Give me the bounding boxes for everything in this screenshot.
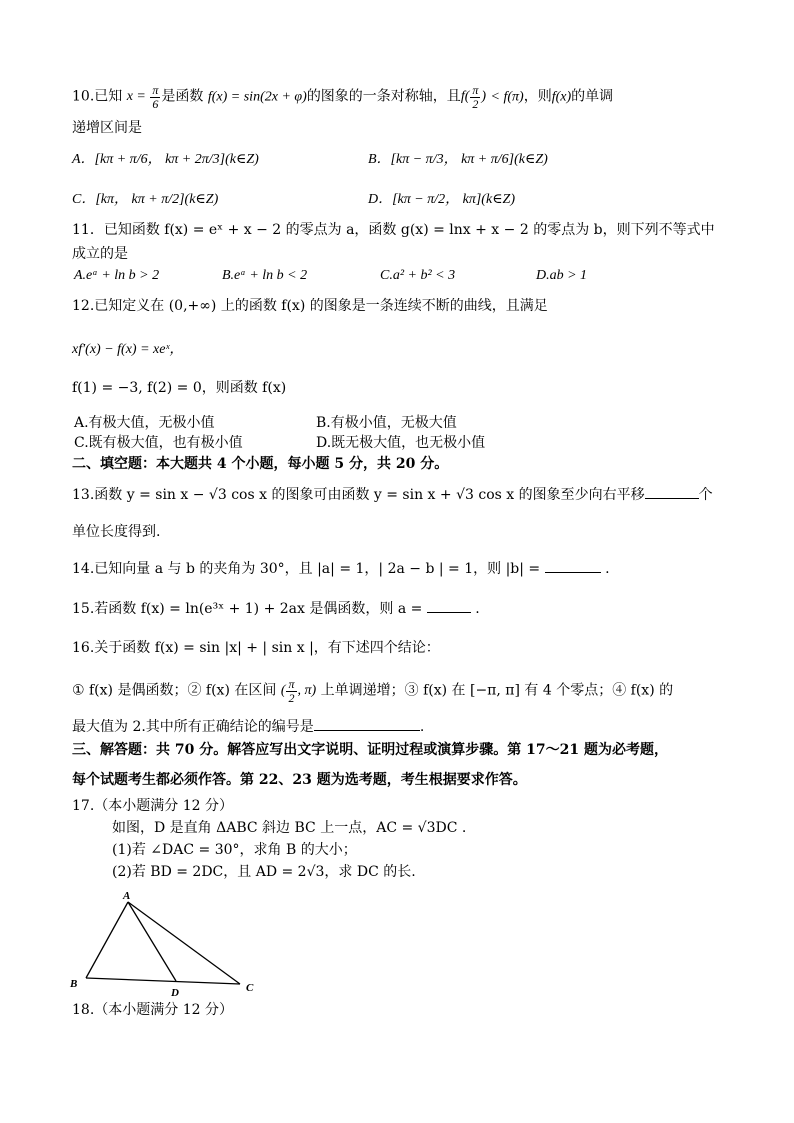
q12-option-c: C.既有极大值，也有极小值 [74,435,243,451]
q12-option-a: A.有极大值，无极小值 [74,415,215,431]
q12-line3: f(1) = −3, f(2) = 0，则函数 f(x) [72,380,287,396]
q10-option-d: D．[kπ − π/2， kπ](k∈Z) [368,192,515,207]
q11-option-d: D.ab > 1 [536,268,588,283]
q11-option-c: C.a² + b² < 3 [380,268,456,283]
q10-condition: < f(π) [490,89,524,105]
segment-ab [86,902,128,978]
q12-line1: 12.已知定义在 (0,+∞) 上的函数 f(x) 的图象是一条连续不断的曲线，且满足 [72,298,548,314]
q10-option-b: B．[kπ − π/3， kπ + π/6](k∈Z) [368,152,548,167]
q11-option-b: B.eᵃ + ln b < 2 [222,268,308,283]
segment-bc [86,978,240,984]
q10-axis-eq: x = $\frac{\pi}{6}$ [126,83,159,111]
q10-option-a: A．[kπ + π/6， kπ + 2π/3](k∈Z) [72,152,259,167]
q10-option-c: C．[kπ， kπ + π/2](k∈Z) [72,192,219,207]
q12-option-b: B.有极小值，无极大值 [316,415,457,431]
q16-line1: 16.关于函数 f(x) = sin |x| + | sin x |，有下述四个结论： [72,640,440,656]
label-b: B [70,978,78,990]
q10-line1: 10.已知 x = $\frac{\pi}{6}$ 是函数 f(x) = sin(2x + φ)的图象的一条对称轴，且f( $\frac{\pi}{2}$ ) < f(π)，则f(x)的单调 [72,83,614,111]
q10-function: f(x) = sin(2x + φ) [207,89,307,105]
segment-ac [128,902,240,984]
q13-line1: 13.函数 y = sin x − √3 cos x 的图象可由函数 y = sin x + √3 cos x 的图象至少向右平移 个 [72,484,713,504]
q11-option-a: A.eᵃ + ln b > 2 [74,268,160,283]
q14-answer-blank[interactable] [545,558,601,573]
triangle-figure [62,888,272,1000]
q13-answer-blank[interactable] [645,484,699,499]
q13-line2: 单位长度得到. [72,524,161,540]
q12-option-d: D.既无极大值，也无极小值 [316,435,486,451]
q15-line: 15.若函数 f(x) = ln(e³ˣ + 1) + 2ax 是偶函数，则 a = . [72,598,480,618]
label-d: D [171,987,179,999]
section3-heading-line1: 三、解答题：共 70 分。解答应写出文字说明、证明过程或演算步骤。第 17～21 题为必考题， [72,742,668,758]
q17-line1: 如图，D 是直角 ΔABC 斜边 BC 上一点，AC = √3DC . [112,820,467,836]
label-c: C [246,982,254,994]
q15-answer-blank[interactable] [427,598,471,613]
segment-ad [128,902,176,981]
q16-interval: ( $\frac{\pi}{2}$ , π) [280,677,317,705]
q16-line3: 最大值为 2.其中所有正确结论的编号是 . [72,716,424,736]
q11-line1: 11．已知函数 f(x) = eˣ + x − 2 的零点为 a，函数 g(x) = lnx + x − 2 的零点为 b，则下列不等式中 [72,222,715,238]
q11-line2: 成立的是 [72,246,128,262]
q17-heading: 17.（本小题满分 12 分） [72,798,233,814]
q16-answer-blank[interactable] [314,716,420,731]
q10-prefix: 10.已知 [72,88,123,105]
q14-line: 14.已知向量 a 与 b 的夹角为 30°，且 |a| = 1，| 2a − b | = 1，则 |b| = . [72,558,610,578]
q18-heading: 18.（本小题满分 12 分） [72,1002,233,1018]
label-a: A [123,890,131,902]
section3-heading-line2: 每个试题考生都必须作答。第 22、23 题为选考题，考生根据要求作答。 [72,772,527,788]
q10-line2: 递增区间是 [72,120,142,136]
q17-line3: (2)若 BD = 2DC，且 AD = 2√3，求 DC 的长. [112,864,416,880]
q16-line2: ① f(x) 是偶函数；② f(x) 在区间 ( $\frac{\pi}{2}$ , π) 上单调递增；③ f(x) 在 [−π, π] 有 4 个零点；④ f(x) 的 [72,677,674,705]
q12-equation: xf′(x) − f(x) = xeˣ， [72,342,184,357]
q17-line2: (1)若 ∠DAC = 30°，求角 B 的大小； [112,842,357,858]
section2-heading: 二、填空题：本大题共 4 个小题，每小题 5 分，共 20 分。 [72,456,449,472]
